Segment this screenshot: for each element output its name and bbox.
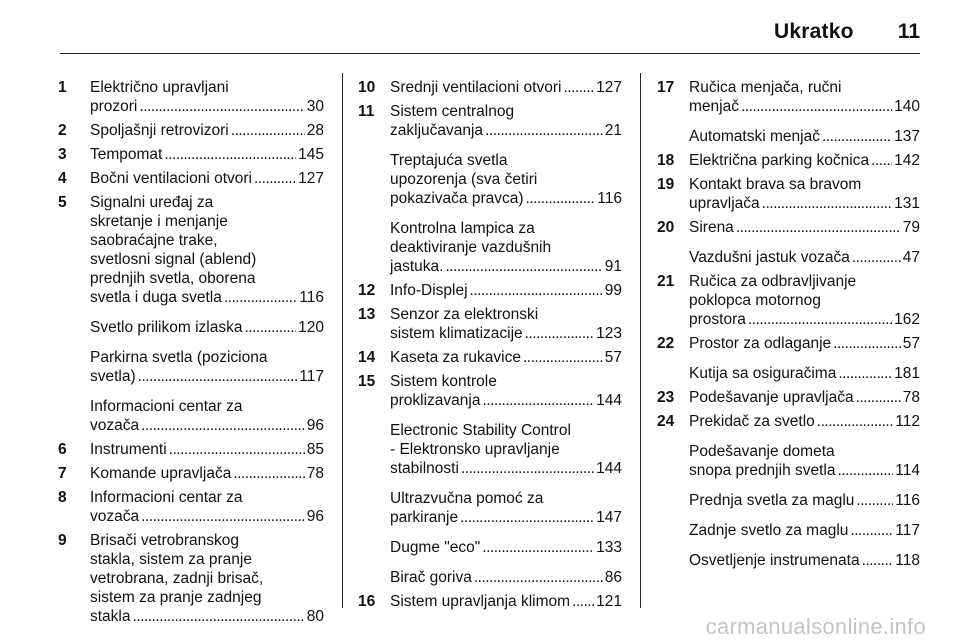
entry-text: Prostor za odlaganje [689, 335, 832, 352]
entry-text: Ručica menjača, ručni [689, 79, 842, 96]
index-entry [358, 78, 622, 97]
entry-number: 22 [657, 335, 675, 352]
page-reference[interactable]: 21 [604, 122, 622, 139]
dot-leader [445, 257, 602, 276]
page-reference[interactable]: 78 [306, 465, 324, 482]
entry-line [390, 189, 622, 208]
entry-line [90, 193, 324, 212]
dot-leader [523, 348, 603, 367]
entry-text: vozača [90, 508, 140, 525]
entry-text: Info-Displej [390, 282, 468, 299]
entry-line [689, 388, 920, 407]
entry-line [689, 442, 920, 461]
page-reference[interactable]: 117 [895, 522, 920, 539]
entry-line [390, 78, 622, 97]
entry-text: Senzor za elektronski [390, 306, 539, 323]
entry-line [689, 175, 920, 194]
index-subentry [657, 364, 920, 383]
entry-line [689, 551, 920, 570]
entry-text: Električno upravljani [90, 79, 229, 96]
dot-leader [838, 364, 892, 383]
entry-line [90, 348, 324, 367]
dot-leader [141, 507, 305, 526]
entry-text: Brisači vetrobranskog [90, 532, 240, 549]
index-subentry [58, 348, 324, 386]
page-reference[interactable]: 142 [894, 152, 920, 169]
index-entry [657, 151, 920, 170]
entry-line [689, 412, 920, 431]
page-reference[interactable]: 144 [596, 460, 622, 477]
index-entry [657, 78, 920, 116]
entry-line [90, 367, 324, 386]
watermark: carmanualsonline.info [705, 614, 926, 639]
dot-leader [138, 367, 298, 386]
index-entry [58, 121, 324, 140]
index-subentry [358, 219, 622, 276]
page-reference[interactable]: 127 [596, 79, 622, 96]
dot-leader [822, 127, 892, 146]
entry-line [689, 272, 920, 291]
entry-line [390, 219, 622, 238]
entry-text: Bočni ventilacioni otvori [90, 170, 252, 187]
entry-line [390, 592, 622, 611]
entry-line [390, 459, 622, 478]
entry-text: stabilnosti [390, 460, 459, 477]
entry-line [689, 127, 920, 146]
entry-text: Svetlo prilikom izlaska [90, 319, 243, 336]
page-reference[interactable]: 57 [604, 349, 622, 366]
entry-line [390, 538, 622, 557]
entry-text: deaktiviranje vazdušnih [390, 239, 552, 256]
entry-line [90, 78, 324, 97]
dot-leader [748, 310, 892, 329]
entry-text: Sirena [689, 219, 734, 236]
entry-text: upozorenja (sva četiri [390, 171, 538, 188]
entry-text: Ručica za odbravljivanje [689, 273, 857, 290]
index-entry [58, 193, 324, 307]
entry-text: svetla i duga svetla [90, 289, 222, 306]
entry-line [90, 464, 324, 483]
entry-text: Sistem kontrole [390, 373, 497, 390]
dot-leader [563, 78, 594, 97]
page-reference[interactable]: 133 [596, 539, 622, 556]
entry-number: 16 [358, 593, 376, 610]
entry-text: prostora [689, 311, 746, 328]
entry-text: jastuka. [390, 258, 444, 275]
page-reference[interactable]: 57 [902, 335, 920, 352]
entry-text: Sistem centralnog [390, 103, 515, 120]
page-reference[interactable]: 123 [596, 325, 622, 342]
index-entry [58, 78, 324, 116]
page-reference[interactable]: 147 [596, 509, 622, 526]
entry-line [90, 488, 324, 507]
entry-text: Podešavanje upravljača [689, 389, 854, 406]
page-reference[interactable]: 121 [596, 593, 622, 610]
entry-number: 24 [657, 413, 675, 430]
dot-leader [852, 248, 901, 267]
page-reference[interactable]: 47 [902, 249, 920, 266]
entry-line [689, 248, 920, 267]
index-subentry [657, 127, 920, 146]
index-subentry [358, 489, 622, 527]
entry-text: Zadnje svetlo za maglu [689, 522, 849, 539]
entry-line [90, 588, 324, 607]
dot-leader [871, 151, 892, 170]
entry-line [689, 194, 920, 213]
entry-line [90, 250, 324, 269]
entry-line [90, 231, 324, 250]
dot-leader [833, 334, 901, 353]
page-reference[interactable]: 117 [299, 368, 324, 385]
entry-number: 12 [358, 282, 376, 299]
entry-line [90, 212, 324, 231]
dot-leader [141, 416, 305, 435]
index-entry [358, 281, 622, 300]
page-reference[interactable]: 30 [306, 98, 324, 115]
dot-leader [817, 412, 894, 431]
entry-number: 18 [657, 152, 675, 169]
dot-leader [525, 324, 594, 343]
entry-line [390, 324, 622, 343]
entry-text: Automatski menjač [689, 128, 820, 145]
page-number: 11 [897, 20, 920, 43]
index-entry [358, 592, 622, 611]
entry-line [390, 238, 622, 257]
entry-line [90, 416, 324, 435]
entry-text: Informacioni centar za [90, 489, 243, 506]
entry-text: Podešavanje dometa [689, 443, 835, 460]
entry-text: Kontakt brava sa bravom [689, 176, 862, 193]
entry-number: 23 [657, 389, 675, 406]
entry-number: 19 [657, 176, 675, 193]
entry-text: Vazdušni jastuk vozača [689, 249, 850, 266]
entry-line [390, 421, 622, 440]
index-entry [657, 218, 920, 237]
index-subentry [657, 248, 920, 267]
entry-line [90, 440, 324, 459]
dot-leader [133, 607, 305, 626]
entry-line [90, 169, 324, 188]
dot-leader [139, 97, 304, 116]
entry-text: prozori [90, 98, 138, 115]
entry-text: snopa prednjih svetla [689, 462, 836, 479]
page-reference[interactable]: 144 [596, 392, 622, 409]
dot-leader [164, 145, 296, 164]
entry-number: 13 [358, 306, 376, 323]
entry-line [689, 491, 920, 510]
entry-text: pokazivača pravca) [390, 190, 524, 207]
dot-leader [856, 388, 901, 407]
page-reference[interactable]: 80 [306, 608, 324, 625]
entry-line [90, 318, 324, 337]
entry-line [390, 440, 622, 459]
index-entry [657, 388, 920, 407]
index-subentry [657, 521, 920, 540]
column-divider [640, 73, 641, 608]
entry-number: 15 [358, 373, 376, 390]
entry-number: 5 [58, 194, 67, 211]
dot-leader [233, 464, 304, 483]
entry-text: proklizavanja [390, 392, 481, 409]
entry-number: 8 [58, 489, 67, 506]
dot-leader [244, 318, 296, 337]
entry-text: Signalni uređaj za [90, 194, 214, 211]
page-title: Ukratko [774, 20, 854, 43]
entry-text: Prednja svetla za maglu [689, 492, 855, 509]
entry-text: sistem klimatizacije [390, 325, 523, 342]
index-entry [358, 102, 622, 140]
entry-line [390, 568, 622, 587]
entry-line [689, 334, 920, 353]
entry-text: skretanje i menjanje [90, 213, 228, 230]
entry-line [390, 348, 622, 367]
index-column-2 [358, 78, 622, 616]
entry-number: 21 [657, 273, 675, 290]
dot-leader [850, 521, 893, 540]
dot-leader [736, 218, 901, 237]
entry-text: Električna parking kočnica [689, 152, 870, 169]
page-reference[interactable]: 91 [604, 258, 622, 275]
entry-text: Prekidač za svetlo [689, 413, 815, 430]
entry-text: Kutija sa osiguračima [689, 365, 837, 382]
dot-leader [254, 169, 296, 188]
dot-leader [482, 391, 594, 410]
entry-line [390, 151, 622, 170]
entry-text: Kaseta za rukavice [390, 349, 521, 366]
page-reference[interactable]: 99 [604, 282, 622, 299]
entry-text: - Elektronsko upravljanje [390, 441, 560, 458]
entry-text: prednjih svetla, oborena [90, 270, 256, 287]
dot-leader [741, 97, 892, 116]
dot-leader [572, 592, 594, 611]
index-subentry [657, 491, 920, 510]
entry-line [390, 121, 622, 140]
entry-line [689, 291, 920, 310]
index-entry [657, 272, 920, 329]
entry-line [390, 170, 622, 189]
entry-line [689, 461, 920, 480]
entry-line [90, 269, 324, 288]
index-subentry [358, 538, 622, 557]
entry-line [390, 372, 622, 391]
header-divider [60, 53, 920, 54]
entry-line [390, 102, 622, 121]
entry-text: stakla [90, 608, 131, 625]
entry-text: sistem za pranje zadnjeg [90, 589, 262, 606]
index-entry [358, 372, 622, 410]
page-reference[interactable]: 86 [604, 569, 622, 586]
entry-text: Tempomat [90, 146, 163, 163]
page-reference[interactable]: 114 [895, 462, 920, 479]
page-reference[interactable]: 145 [298, 146, 324, 163]
page-reference[interactable]: 120 [298, 319, 324, 336]
entry-text: Instrumenti [90, 441, 167, 458]
entry-text: Srednji ventilacioni otvori [390, 79, 562, 96]
entry-line [390, 391, 622, 410]
index-entry [657, 175, 920, 213]
entry-text: Osvetljenje instrumenata [689, 552, 860, 569]
entry-text: Birač goriva [390, 569, 472, 586]
entry-text: svetla) [90, 368, 136, 385]
entry-number: 6 [58, 441, 67, 458]
index-column-1 [58, 78, 324, 631]
dot-leader [231, 121, 305, 140]
index-entry [657, 412, 920, 431]
entry-text: Treptajuća svetla [390, 152, 508, 169]
entry-text: parkiranje [390, 509, 459, 526]
dot-leader [762, 194, 892, 213]
entry-text: Ultrazvučna pomoć za [390, 490, 544, 507]
dot-leader [474, 568, 603, 587]
entry-text: Kontrolna lampica za [390, 220, 535, 237]
index-entry [58, 531, 324, 626]
page-reference[interactable]: 137 [894, 128, 920, 145]
page-reference[interactable]: 116 [299, 289, 324, 306]
entry-text: Spoljašnji retrovizori [90, 122, 229, 139]
entry-line [390, 281, 622, 300]
page-reference[interactable]: 85 [306, 441, 324, 458]
entry-number: 2 [58, 122, 67, 139]
dot-leader [169, 440, 305, 459]
dot-leader [460, 508, 594, 527]
index-entry [58, 440, 324, 459]
column-divider [342, 73, 343, 608]
entry-text: Informacioni centar za [90, 398, 243, 415]
page-reference[interactable]: 112 [895, 413, 920, 430]
page-reference[interactable]: 78 [902, 389, 920, 406]
entry-line [90, 569, 324, 588]
entry-line [90, 145, 324, 164]
entry-text: poklopca motornog [689, 292, 821, 309]
entry-text: menjač [689, 98, 739, 115]
entry-line [689, 218, 920, 237]
entry-number: 14 [358, 349, 376, 366]
dot-leader [461, 459, 594, 478]
entry-number: 1 [58, 79, 67, 96]
entry-text: Komande upravljača [90, 465, 232, 482]
index-subentry [58, 318, 324, 337]
entry-text: saobraćajne trake, [90, 232, 218, 249]
entry-number: 11 [358, 103, 375, 120]
entry-line [390, 305, 622, 324]
dot-leader [485, 121, 603, 140]
entry-line [689, 97, 920, 116]
index-subentry [58, 397, 324, 435]
page-reference[interactable]: 162 [894, 311, 920, 328]
index-column-3 [657, 78, 920, 575]
index-entry [58, 169, 324, 188]
index-entry [358, 305, 622, 343]
dot-leader [856, 491, 893, 510]
entry-line [689, 78, 920, 97]
index-entry [58, 145, 324, 164]
page-reference[interactable]: 116 [895, 492, 920, 509]
page-reference[interactable]: 181 [894, 365, 920, 382]
entry-number: 3 [58, 146, 67, 163]
dot-leader [482, 538, 594, 557]
entry-text: Electronic Stability Control [390, 422, 571, 439]
entry-text: svetlosni signal (ablend) [90, 251, 257, 268]
entry-line [90, 397, 324, 416]
dot-leader [526, 189, 596, 208]
entry-line [390, 257, 622, 276]
page-reference[interactable]: 127 [298, 170, 324, 187]
page-reference[interactable]: 96 [306, 417, 324, 434]
entry-number: 10 [358, 79, 376, 96]
entry-line [90, 550, 324, 569]
entry-number: 20 [657, 219, 675, 236]
page-reference[interactable]: 118 [895, 552, 920, 569]
dot-leader [862, 551, 894, 570]
dot-leader [224, 288, 297, 307]
entry-line [689, 151, 920, 170]
index-subentry [358, 151, 622, 208]
entry-line [390, 508, 622, 527]
entry-number: 9 [58, 532, 67, 549]
page-reference[interactable]: 116 [597, 190, 622, 207]
entry-text: Parkirna svetla (poziciona [90, 349, 268, 366]
entry-line [689, 310, 920, 329]
index-subentry [657, 551, 920, 570]
index-subentry [657, 442, 920, 480]
index-entry [657, 334, 920, 353]
page-reference[interactable]: 28 [306, 122, 324, 139]
entry-text: Dugme "eco" [390, 539, 481, 556]
entry-line [90, 531, 324, 550]
entry-number: 17 [657, 79, 675, 96]
entry-line [390, 489, 622, 508]
entry-line [90, 121, 324, 140]
index-subentry [358, 568, 622, 587]
entry-line [90, 507, 324, 526]
entry-text: vozača [90, 417, 140, 434]
entry-number: 4 [58, 170, 67, 187]
dot-leader [838, 461, 894, 480]
page-reference[interactable]: 140 [894, 98, 920, 115]
index-entry [358, 348, 622, 367]
page-reference[interactable]: 79 [902, 219, 920, 236]
index-entry [58, 464, 324, 483]
entry-text: Sistem upravljanja klimom [390, 593, 571, 610]
entry-line [90, 288, 324, 307]
dot-leader [470, 281, 603, 300]
page-reference[interactable]: 96 [306, 508, 324, 525]
entry-line [90, 607, 324, 626]
entry-text: vetrobrana, zadnji brisač, [90, 570, 264, 587]
entry-text: stakla, sistem za pranje [90, 551, 252, 568]
entry-text: zaključavanja [390, 122, 484, 139]
entry-number: 7 [58, 465, 67, 482]
index-subentry [358, 421, 622, 478]
entry-line [90, 97, 324, 116]
page-reference[interactable]: 131 [894, 195, 920, 212]
index-entry [58, 488, 324, 526]
entry-line [689, 364, 920, 383]
entry-text: upravljača [689, 195, 760, 212]
entry-line [689, 521, 920, 540]
